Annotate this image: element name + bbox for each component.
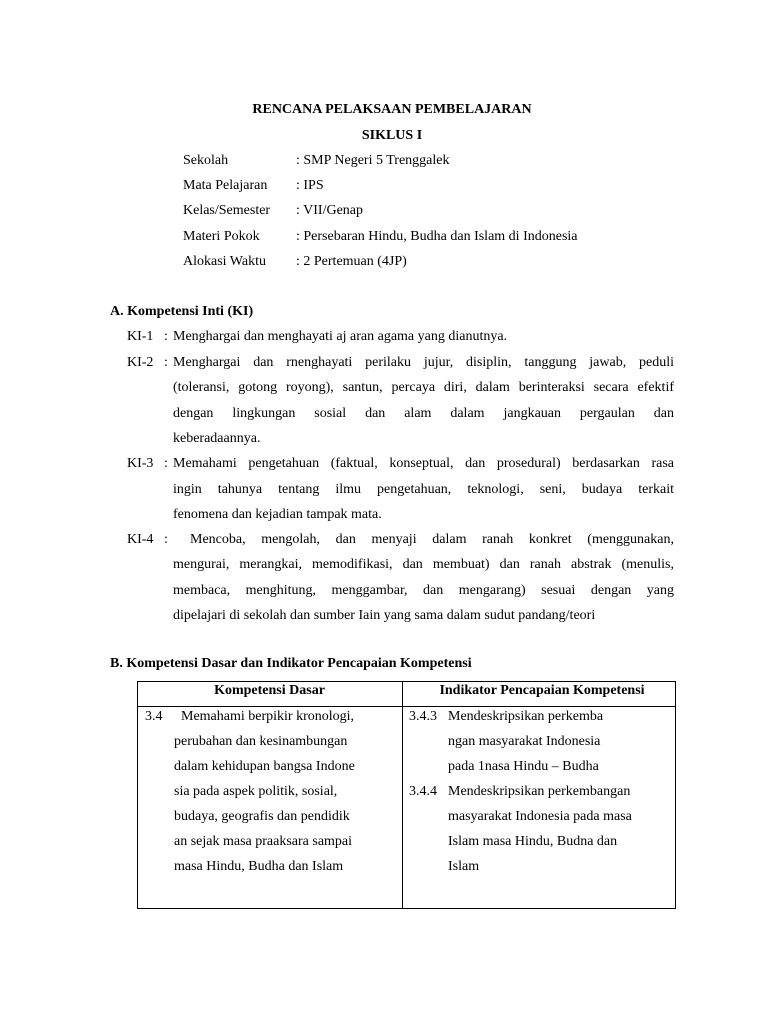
kd-text-line: sia pada aspek politik, sosial,	[174, 784, 338, 799]
identity-label-subject: Mata Pelajaran	[183, 178, 268, 193]
kd-text-line: masa Hindu, Budha dan Islam	[174, 859, 344, 874]
ki-code: KI-3	[127, 456, 154, 471]
ki-text-line: Memahami pengetahuan (faktual, konseptual, dan prosedural) berdasarkan rasa	[173, 456, 674, 471]
ki-text-line: keberadaannya.	[173, 431, 261, 446]
kd-text-line: perubahan dan kesinambungan	[174, 734, 348, 749]
identity-label-class: Kelas/Semester	[183, 203, 271, 218]
ki-text-line: Menghargai dan rnenghayati perilaku jujur, disiplin, tanggung jawab, peduli	[173, 355, 674, 370]
ki-text-line: Menghargai dan menghayati aj aran agama yang dianutnya.	[173, 329, 508, 344]
indicator-text-line: Mendeskripsikan perkembangan	[448, 784, 631, 799]
identity-value-school: : SMP Negeri 5 Trenggalek	[296, 153, 450, 168]
identity-value-subject: : IPS	[296, 178, 324, 193]
ki-text-line: (toleransi, gotong royong), santun, percaya diri, dalam berinteraksi secara efektif	[173, 380, 674, 395]
ki-code: KI-2	[127, 355, 154, 370]
identity-value-time: : 2 Pertemuan (4JP)	[296, 254, 407, 269]
identity-label-topic: Materi Pokok	[183, 229, 260, 244]
indicator-text-line: pada 1nasa Hindu – Budha	[448, 759, 599, 774]
indicator-number: 3.4.3	[409, 709, 437, 724]
indicator-text-line: Islam	[448, 859, 480, 874]
ki-colon: :	[164, 532, 168, 547]
ki-text-line: ingin tahunya tentang ilmu pengetahuan, teknologi, seni, budaya terkait	[173, 482, 674, 497]
table-header-indicator: Indikator Pencapaian Kompetensi	[439, 683, 645, 698]
indicator-number: 3.4.4	[409, 784, 437, 799]
ki-text-line: Mencoba, mengolah, dan menyaji dalam ranah konkret (menggunakan,	[190, 532, 674, 547]
kd-text-line: budaya, geografis dan pendidik	[174, 809, 350, 824]
kd-number: 3.4	[145, 709, 163, 724]
table-header-divider	[137, 706, 676, 707]
indicator-text-line: Islam masa Hindu, Budna dan	[448, 834, 618, 849]
ki-colon: :	[164, 456, 168, 471]
identity-value-topic: : Persebaran Hindu, Budha dan Islam di Indonesia	[296, 229, 578, 244]
kd-text-line: an sejak masa praaksara sampai	[174, 834, 353, 849]
ki-colon: :	[164, 355, 168, 370]
indicator-text-line: masyarakat Indonesia pada masa	[448, 809, 632, 824]
table-column-divider	[402, 681, 403, 909]
indicator-text-line: ngan masyarakat Indonesia	[448, 734, 601, 749]
ki-text-line: dipelajari di sekolah dan sumber Iain yang sama dalam sudut pandang/teori	[173, 608, 596, 623]
ki-code: KI-4	[127, 532, 154, 547]
section-b-heading: B. Kompetensi Dasar dan Indikator Pencapaian Kompetensi	[110, 656, 472, 671]
indicator-text-line: Mendeskripsikan perkemba	[448, 709, 604, 724]
document-title: RENCANA PELAKSAAN PEMBELAJARAN	[252, 102, 532, 117]
ki-text-line: mengurai, merangkai, memodifikasi, dan membuat) dan ranah abstrak (menulis,	[173, 557, 674, 572]
ki-colon: :	[164, 329, 168, 344]
identity-label-school: Sekolah	[183, 153, 229, 168]
kd-text-line: Memahami berpikir kronologi,	[181, 709, 355, 724]
ki-text-line: dengan lingkungan sosial dan alam dalam jangkauan pergaulan dan	[173, 406, 674, 421]
identity-value-class: : VII/Genap	[296, 203, 363, 218]
table-header-kd: Kompetensi Dasar	[214, 683, 325, 698]
ki-text-line: membaca, menghitung, menggambar, dan mengarang) sesuai dengan yang	[173, 583, 674, 598]
identity-label-time: Alokasi Waktu	[183, 254, 266, 269]
kd-text-line: dalam kehidupan bangsa Indone	[174, 759, 355, 774]
ki-code: KI-1	[127, 329, 154, 344]
ki-text-line: fenomena dan kejadian tampak mata.	[173, 507, 382, 522]
document-subtitle: SIKLUS I	[361, 128, 423, 143]
section-a-heading: A. Kompetensi Inti (KI)	[110, 304, 254, 319]
